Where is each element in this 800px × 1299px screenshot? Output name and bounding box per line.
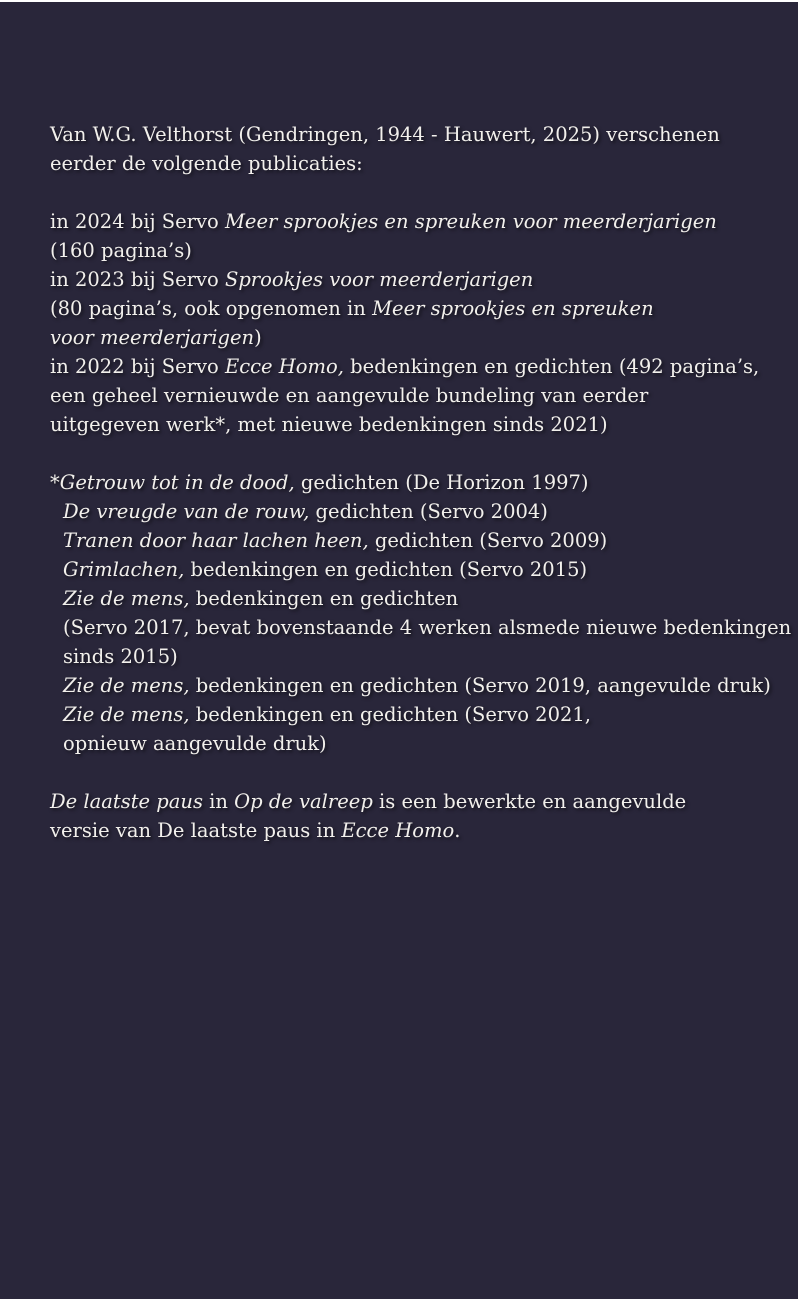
note-text: versie van De laatste paus in [50,819,342,842]
work-text: gedichten (Servo 2009) [368,529,608,552]
earlier-work-5 [50,584,790,613]
work-text: gedichten (De Horizon 1997) [294,471,589,494]
publication-2022 [50,352,790,381]
earlier-work-7 [50,700,790,729]
work-title: De vreugde van de rouw, [63,500,310,523]
paragraph-gap [50,439,790,468]
publications-text [50,120,790,845]
paragraph-gap [50,178,790,207]
publication-text: (80 pagina’s, ook opgenomen in [50,297,373,320]
work-title: Zie de mens, [63,674,190,697]
intro-line-2: eerder de volgende publicaties: [50,152,363,175]
work-title: Op de valreep [234,790,373,813]
work-title: Zie de mens, [63,587,190,610]
work-title: Zie de mens, [63,703,190,726]
earlier-work-4 [50,555,790,584]
publication-2023-note-cont [50,323,790,352]
publication-text: in 2024 bij Servo [50,210,225,233]
work-text: bedenkingen en gedichten [189,587,459,610]
note-line-2 [50,816,790,845]
publication-2024-pages: (160 pagina’s) [50,239,192,262]
publication-title: voor meerderjarigen [50,326,255,349]
work-title: Tranen door haar lachen heen, [63,529,369,552]
publication-title: Ecce Homo, [224,355,344,378]
earlier-work-6 [50,671,790,700]
note-text: in [202,790,235,813]
earlier-work-2 [50,497,790,526]
work-text: bedenkingen en gedichten (Servo 2015) [184,558,588,581]
note-text: is een bewerkte en aangevulde [372,790,687,813]
publication-2023 [50,265,790,294]
publication-2022-line-2: een geheel vernieuwde en aangevulde bundeling van eerder [50,384,649,407]
publication-2024 [50,207,790,236]
publication-2023-note [50,294,790,323]
publication-title: Meer sprookjes en spreuken voor meerderjarigen [224,210,717,233]
work-text: gedichten (Servo 2004) [309,500,548,523]
publication-title: Meer sprookjes en spreuken [372,297,654,320]
note-line-1 [50,787,790,816]
earlier-work-5-line-3: sinds 2015) [63,645,178,668]
earlier-work-1 [50,468,790,497]
work-title: De laatste paus [50,790,203,813]
work-title: Ecce Homo [341,819,455,842]
earlier-work-7-line-2: opnieuw aangevulde druk) [63,732,327,755]
work-text: bedenkingen en gedichten (Servo 2019, aangevulde druk) [189,674,771,697]
work-text: bedenkingen en gedichten (Servo 2021, [189,703,592,726]
publication-text: bedenkingen en gedichten (492 pagina’s, [343,355,760,378]
work-title: Getrouw tot in de dood, [59,471,295,494]
note-text: . [454,819,461,842]
publication-text: ) [254,326,262,349]
work-title: Grimlachen, [63,558,185,581]
paragraph-gap [50,758,790,787]
publication-text: in 2022 bij Servo [50,355,225,378]
publication-2022-line-3: uitgegeven werk*, met nieuwe bedenkingen sinds 2021) [50,413,608,436]
publication-text: in 2023 bij Servo [50,268,225,291]
earlier-work-5-line-2: (Servo 2017, bevat bovenstaande 4 werken alsmede nieuwe bedenkingen [63,616,792,639]
earlier-work-3 [50,526,790,555]
intro-line-1: Van W.G. Velthorst (Gendringen, 1944 - Hauwert, 2025) verschenen [50,123,720,146]
publication-title: Sprookjes voor meerderjarigen [224,268,534,291]
footnote-star: * [50,471,60,494]
